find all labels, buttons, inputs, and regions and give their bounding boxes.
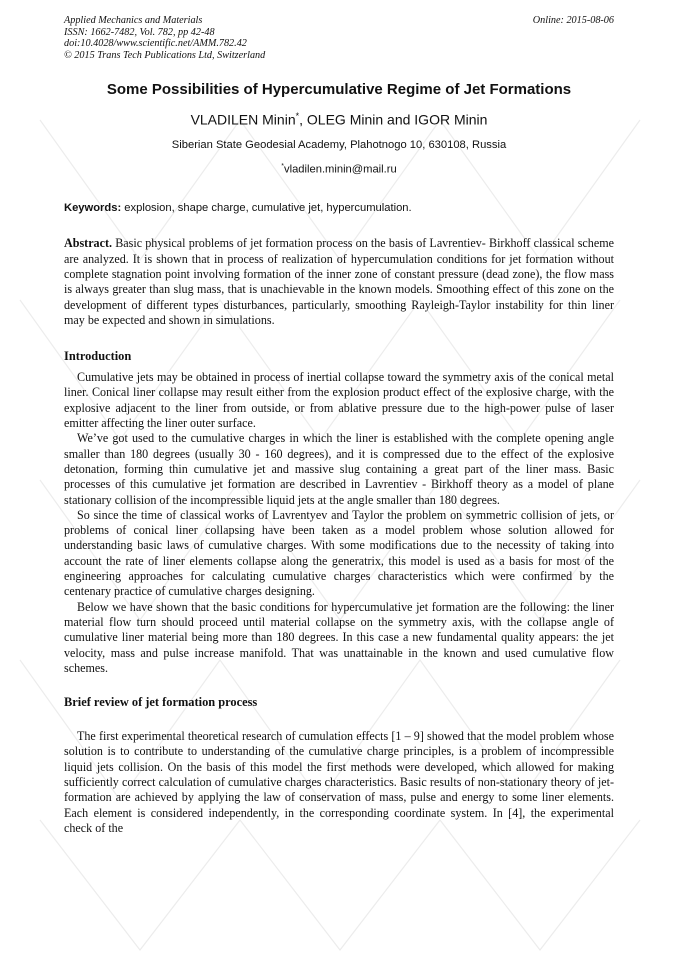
paper-title: Some Possibilities of Hypercumulative Regime of Jet Formations: [106, 81, 572, 98]
author-rest: , OLEG Minin and IGOR Minin: [299, 111, 488, 128]
issn-line: ISSN: 1662-7482, Vol. 782, pp 42-48: [64, 26, 215, 38]
intro-paragraph: Below we have shown that the basic conditions for hypercumulative jet formation are the following: the liner material flow turn should proceed until material collapse on the symmetry axis, with the collapse angle of cumulative liner material being more than 180 degrees. In this case a new fundamental quality appears: the jet velocity, mass and pulse increase manifold. That was unattainable in the known and used cumulative flow schemes.: [64, 599, 614, 675]
copyright-line: © 2015 Trans Tech Publications Ltd, Switzerland: [64, 49, 266, 61]
section-heading-review: Brief review of jet formation process: [64, 695, 258, 710]
keywords-text: explosion, shape charge, cumulative jet, hypercumulation.: [121, 202, 412, 215]
author-list: [64, 108, 614, 129]
abstract: [64, 236, 614, 328]
email-address[interactable]: vladilen.minin@mail.ru: [284, 163, 397, 176]
journal-header: [64, 15, 614, 65]
keywords: [64, 201, 614, 215]
section-heading-introduction: Introduction: [64, 349, 132, 364]
affiliation: Siberian State Geodesial Academy, Plahotnogo 10, 630108, Russia: [171, 138, 507, 151]
doi-line: doi:10.4028/www.scientific.net/AMM.782.42: [64, 38, 247, 49]
journal-name: Applied Mechanics and Materials: [64, 15, 203, 26]
author-first: VLADILEN Minin: [190, 111, 296, 128]
online-date: Online: 2015-08-06: [532, 15, 614, 26]
email-mark: *: [281, 162, 284, 170]
keywords-label: Keywords:: [64, 202, 122, 215]
abstract-text: Basic physical problems of jet formation process on the basis of Lavrentiev- Birkhoff classical scheme are analyzed. It is shown that in process of realization of hypercumulation conditions for jet formation without complete stagnation point involving formation of the inner zone of constant pressure (dead zone), the flow mass is always greater than slug mass, that is unachievable in the known models. Smoothing effect of this zone on the development of different types disturbances, particularly, smoothing Rayleigh-Taylor instability for thin liner may be expected and shown in simulations.: [64, 236, 614, 327]
review-paragraph: The first experimental theoretical research of cumulation effects [1 – 9] showed that the model problem whose solution is to contribute to understanding of the cumulative charge principles, is a problem of incompressible liquid jets collision. On the basis of this model the first methods were developed, which allowed for making sufficiently correct calculation of cumulative charges characteristics. Basic results of non-stationary theory of jet-formation are achieved by applying the law of conservation of mass, pulse and energy to some liner elements. Each element is considered independently, in the corresponding coordinate system. In [4], the experimental check of the: [64, 729, 614, 835]
paper-page: [64, 15, 614, 836]
intro-paragraph: Cumulative jets may be obtained in process of inertial collapse toward the symmetry axis of the conical metal liner. Conical liner collapse may result either from the explosion product effect of the explosive charge, with the explosive adjacent to the liner from outside, or from ablative pressure due to the high-power pulse of laser emitter affecting the liner outer surface.: [64, 370, 614, 431]
intro-paragraph: So since the time of classical works of Lavrentyev and Taylor the problem on symmetric collision of jets, or problems of conical liner collapsing have been taken as a model problem whose solution allowed for understanding basic laws of cumulative charges. With some modifications due to the necessity of taking into account the rate of liner elements collapse along the generatrix, this model is used as a basis for most of the engineering approaches for calculating cumulative charges characteristics which were confirmed by the centenary practice of cumulative charges designing.: [64, 507, 614, 599]
abstract-label: Abstract.: [64, 236, 113, 251]
corresponding-mark: *: [295, 111, 300, 121]
email-line: [64, 160, 614, 177]
intro-paragraph: We’ve got used to the cumulative charges in which the liner is established with the complete opening angle smaller than 180 degrees (usually 30 - 160 degrees), and it is compressed due to the effect of the explosive detonation, forming thin cumulative jet and massive slug containing a great part of the liner mass. Basic processes of this cumulative jet formation are described in Lavrentiev - Birkhoff theory as a model of plane stationary collision of the incompressible liquid jets at the angle smaller than 180 degrees.: [64, 431, 614, 507]
